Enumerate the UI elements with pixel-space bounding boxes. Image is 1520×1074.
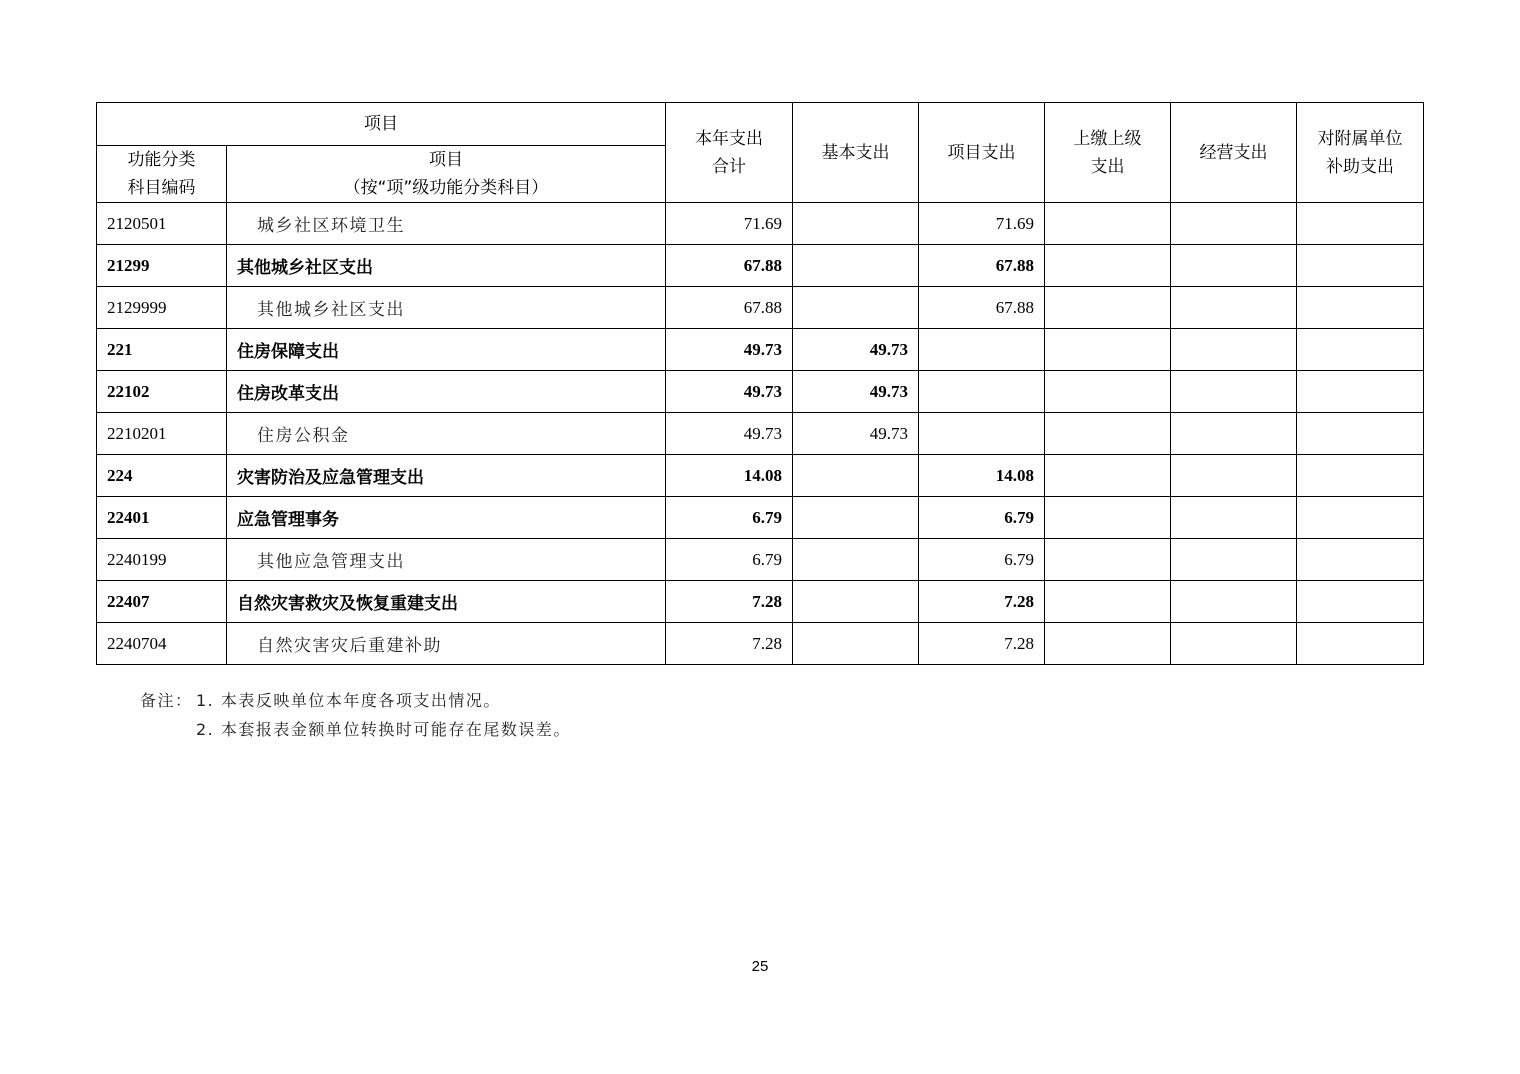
header-subsidy-line2: 补助支出: [1326, 156, 1394, 177]
row-code: 22401: [97, 497, 227, 539]
row-upper: [1045, 203, 1171, 245]
row-name: 其他城乡社区支出: [227, 245, 666, 287]
header-upper-line2: 支出: [1090, 156, 1125, 177]
row-upper: [1045, 581, 1171, 623]
row-business: [1171, 287, 1297, 329]
row-subsidy: [1297, 287, 1424, 329]
row-project: [919, 329, 1045, 371]
row-project: 7.28: [919, 581, 1045, 623]
row-subsidy: [1297, 539, 1424, 581]
row-upper: [1045, 539, 1171, 581]
table-row: [97, 497, 1424, 539]
row-basic: [793, 203, 919, 245]
row-subsidy: [1297, 497, 1424, 539]
row-total: 67.88: [666, 287, 793, 329]
row-subsidy: [1297, 623, 1424, 665]
row-total: 7.28: [666, 581, 793, 623]
row-total: 6.79: [666, 539, 793, 581]
header-total-line2: 合计: [712, 156, 746, 177]
row-upper: [1045, 497, 1171, 539]
row-total: 67.88: [666, 245, 793, 287]
row-subsidy: [1297, 245, 1424, 287]
row-code: 21299: [97, 245, 227, 287]
row-code: 22407: [97, 581, 227, 623]
table-body: [97, 203, 1424, 665]
row-total: 7.28: [666, 623, 793, 665]
row-subsidy: [1297, 203, 1424, 245]
row-code: 2129999: [97, 287, 227, 329]
row-name: 城乡社区环境卫生: [227, 203, 666, 245]
header-project: 项目支出: [919, 103, 1045, 203]
table-row: [97, 287, 1424, 329]
row-basic: [793, 623, 919, 665]
page-number: 25: [751, 958, 769, 975]
row-project: 6.79: [919, 539, 1045, 581]
row-basic: 49.73: [793, 329, 919, 371]
row-name: 其他应急管理支出: [227, 539, 666, 581]
row-basic: [793, 581, 919, 623]
notes: [140, 686, 571, 744]
header-subsidy: [1297, 103, 1424, 203]
table-row: [97, 371, 1424, 413]
notes-prefix: 备注：: [140, 691, 193, 710]
header-code-line2: 科目编码: [127, 178, 196, 198]
row-project: 71.69: [919, 203, 1045, 245]
row-code: 224: [97, 455, 227, 497]
row-code: 2120501: [97, 203, 227, 245]
header-name-line2: （按“项”级功能分类科目）: [343, 178, 549, 198]
row-code: 2240704: [97, 623, 227, 665]
row-name: 应急管理事务: [227, 497, 666, 539]
row-total: 6.79: [666, 497, 793, 539]
row-business: [1171, 581, 1297, 623]
row-upper: [1045, 371, 1171, 413]
row-project: [919, 371, 1045, 413]
row-basic: [793, 455, 919, 497]
row-total: 14.08: [666, 455, 793, 497]
row-upper: [1045, 455, 1171, 497]
row-upper: [1045, 287, 1171, 329]
row-name: 住房保障支出: [227, 329, 666, 371]
note-text-2: 2. 本套报表金额单位转换时可能存在尾数误差。: [196, 720, 571, 739]
table-row: [97, 413, 1424, 455]
row-project: [919, 413, 1045, 455]
header-name-line1: 项目: [429, 150, 463, 170]
row-name: 灾害防治及应急管理支出: [227, 455, 666, 497]
row-project: 7.28: [919, 623, 1045, 665]
note-line-2: [140, 715, 571, 744]
header-row-top: [97, 103, 1424, 146]
row-project: 14.08: [919, 455, 1045, 497]
header-subsidy-line1: 对附属单位: [1317, 128, 1403, 149]
header-upper-line1: 上缴上级: [1073, 128, 1142, 149]
row-business: [1171, 203, 1297, 245]
row-basic: [793, 245, 919, 287]
row-business: [1171, 245, 1297, 287]
header-group-project: 项目: [97, 103, 666, 146]
table-row: [97, 203, 1424, 245]
row-basic: 49.73: [793, 413, 919, 455]
header-total-line1: 本年支出: [695, 128, 763, 149]
table-row: [97, 539, 1424, 581]
row-total: 49.73: [666, 329, 793, 371]
table-row: [97, 245, 1424, 287]
row-subsidy: [1297, 371, 1424, 413]
row-project: 67.88: [919, 287, 1045, 329]
row-name: 自然灾害灾后重建补助: [227, 623, 666, 665]
row-name: 住房公积金: [227, 413, 666, 455]
row-business: [1171, 413, 1297, 455]
row-name: 住房改革支出: [227, 371, 666, 413]
row-upper: [1045, 329, 1171, 371]
row-basic: [793, 287, 919, 329]
row-business: [1171, 539, 1297, 581]
row-business: [1171, 623, 1297, 665]
row-basic: 49.73: [793, 371, 919, 413]
row-business: [1171, 497, 1297, 539]
row-name: 自然灾害救灾及恢复重建支出: [227, 581, 666, 623]
row-basic: [793, 539, 919, 581]
row-code: 221: [97, 329, 227, 371]
row-upper: [1045, 623, 1171, 665]
row-code: 2240199: [97, 539, 227, 581]
row-basic: [793, 497, 919, 539]
header-name: [227, 146, 666, 203]
row-code: 2210201: [97, 413, 227, 455]
row-business: [1171, 455, 1297, 497]
expenditure-table: [96, 102, 1424, 665]
note-line-1: [140, 686, 571, 715]
row-upper: [1045, 245, 1171, 287]
header-code: [97, 146, 227, 203]
row-total: 49.73: [666, 413, 793, 455]
row-subsidy: [1297, 581, 1424, 623]
table-row: [97, 329, 1424, 371]
row-code: 22102: [97, 371, 227, 413]
header-basic: 基本支出: [793, 103, 919, 203]
header-total: [666, 103, 793, 203]
table-row: [97, 455, 1424, 497]
row-project: 67.88: [919, 245, 1045, 287]
header-upper: [1045, 103, 1171, 203]
row-project: 6.79: [919, 497, 1045, 539]
row-subsidy: [1297, 413, 1424, 455]
row-business: [1171, 329, 1297, 371]
table-row: [97, 581, 1424, 623]
row-name: 其他城乡社区支出: [227, 287, 666, 329]
table-row: [97, 623, 1424, 665]
row-upper: [1045, 413, 1171, 455]
table-header: [97, 103, 1424, 203]
header-code-line1: 功能分类: [127, 150, 196, 170]
row-subsidy: [1297, 455, 1424, 497]
row-total: 71.69: [666, 203, 793, 245]
row-total: 49.73: [666, 371, 793, 413]
row-subsidy: [1297, 329, 1424, 371]
note-text-1: 1. 本表反映单位本年度各项支出情况。: [196, 691, 501, 710]
row-business: [1171, 371, 1297, 413]
header-business: 经营支出: [1171, 103, 1297, 203]
